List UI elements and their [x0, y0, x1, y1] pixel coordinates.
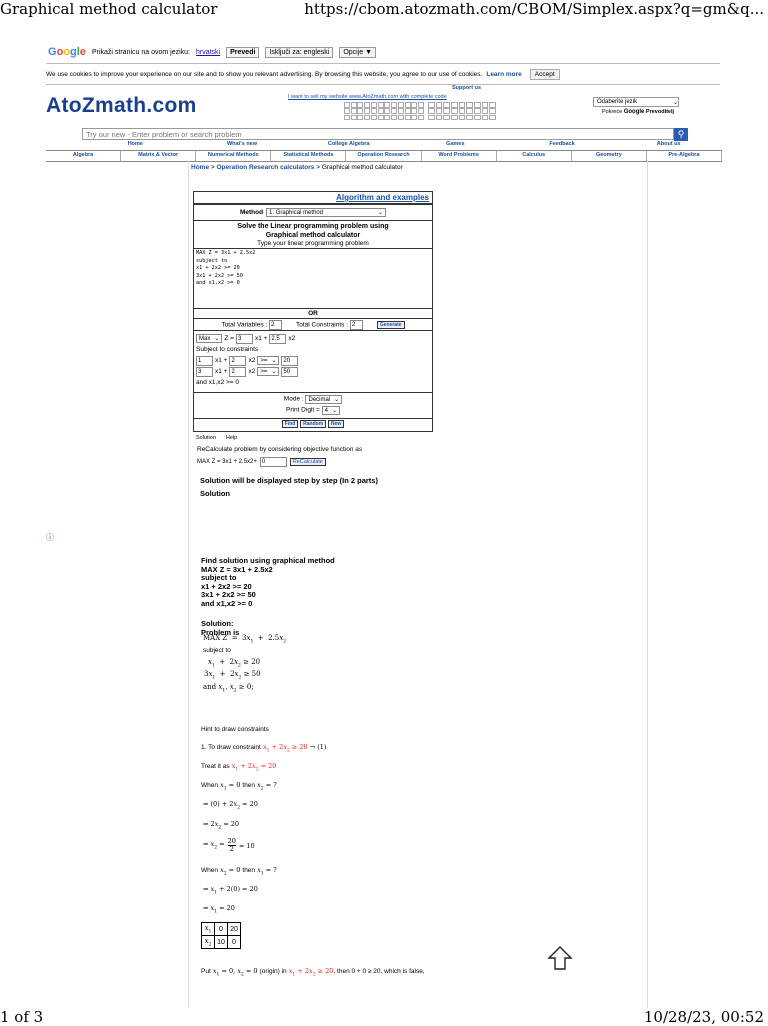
print-digit-select[interactable]: 4 ⌄ — [322, 406, 340, 415]
algorithm-examples-link[interactable]: Algorithm and examples — [194, 192, 432, 205]
constraint1-math: $x_1 + 2x_2 \ge 20$ — [208, 658, 261, 669]
when-x2-zero: When $x_2 = 0$ then $x_1$ = ? — [201, 866, 277, 877]
translate-button[interactable]: Prevedi — [226, 47, 259, 58]
support-link[interactable]: Support us — [452, 85, 482, 91]
objective-type-select[interactable]: Max ⌄ — [196, 334, 222, 343]
nav-games[interactable]: Games — [446, 141, 465, 147]
nav-calculus[interactable]: Calculus — [497, 151, 572, 161]
table-cell: $x_1$ — [202, 923, 215, 936]
step-eq4: ⇒ $x_1 + 2(0) = 20$ — [203, 885, 258, 896]
solution-heading: Solution — [200, 489, 230, 498]
solution-tabs — [196, 435, 237, 441]
total-constraints-label: Total Constraints : — [296, 321, 349, 329]
constraint2-coef-x2[interactable]: 2 — [229, 367, 246, 377]
print-page-title: Graphical method calculator — [0, 0, 218, 18]
objective-math: MAX $Z = 3x_1 + 2.5x_2$ — [203, 634, 287, 645]
size-row — [194, 319, 432, 331]
method-row — [194, 205, 432, 221]
chevron-down-icon: ⌄ — [378, 210, 384, 216]
total-variables-input[interactable]: 2 — [269, 320, 282, 330]
calculator-panel — [193, 191, 433, 432]
nonnegativity-label: and x1,x2 >= 0 — [196, 379, 240, 386]
sell-website-link[interactable]: I want to sell my website www.AtoZmath.com with complete code — [288, 94, 447, 100]
nav-college-algebra[interactable]: College Algebra — [327, 141, 370, 147]
chevron-down-icon: ⌄ — [271, 358, 277, 364]
nav-geometry[interactable]: Geometry — [572, 151, 647, 161]
constraint2-coef-x1[interactable]: 3 — [196, 367, 213, 377]
total-constraints-input[interactable]: 2 — [350, 320, 363, 330]
obj-coef-x1[interactable]: 3 — [236, 334, 253, 344]
origin-test: Put $x_1 = 0$, $x_2 = 0$ (origin) in $x_1 + 2x_2 \ge 20$, then 0 + 0 ≥ 20, which is false, — [201, 967, 425, 978]
nav-matrix-vector[interactable]: Matrix & Vector — [121, 151, 196, 161]
search-input[interactable]: Try our new - Enter problem or search problem — [82, 128, 674, 140]
nav-algebra[interactable]: Algebra — [46, 151, 121, 161]
tab-help[interactable]: Help — [225, 435, 238, 441]
coefficients-row: Max ⌄ Z = 3 x1 + 2.5 x2 Subject to constraints 1 x1 + 2 x2 >= ⌄ 20 3 x1 + 2 x2 >= ⌄ 50 and x1,x2 >= 0 — [194, 331, 432, 393]
google-logo: Google — [48, 46, 86, 58]
constraint2-rhs[interactable]: 50 — [281, 367, 298, 377]
chevron-down-icon: ⌄ — [214, 336, 220, 342]
find-button[interactable]: Find — [282, 420, 299, 428]
info-icon[interactable]: ⓘ — [46, 533, 54, 542]
calc-title-line1: Solve the Linear programming problem using — [237, 223, 389, 230]
constraint1-rhs[interactable]: 20 — [281, 356, 298, 366]
recalc-input[interactable]: 0 — [260, 457, 287, 467]
tab-solution[interactable]: Solution — [196, 435, 216, 441]
table-cell: 20 — [228, 923, 241, 936]
nav-home[interactable]: Home — [127, 141, 143, 147]
table-cell: 0 — [215, 923, 228, 936]
constraint1-operator-select[interactable]: >= ⌄ — [257, 356, 279, 365]
problem-heading: Find solution using graphical method — [201, 556, 335, 565]
nav-word-problems[interactable]: Word Problems — [422, 151, 497, 161]
constraint1-coef-x1[interactable]: 1 — [196, 356, 213, 366]
method-label: Method — [239, 209, 264, 216]
or-separator: OR — [194, 309, 432, 319]
chevron-down-icon: ⌄ — [334, 397, 340, 403]
nav-numerical-methods[interactable]: Numerical Methods — [196, 151, 271, 161]
site-logo[interactable]: AtoZmath.com — [46, 94, 197, 117]
cookie-text: We use cookies to improve your experience on our site and to show you relevant advertising. By browsing this website, you agree to our use of cookies. — [46, 70, 483, 78]
translate-bar — [48, 43, 720, 61]
search-button[interactable] — [674, 128, 688, 141]
nav-statistical-methods[interactable]: Statistical Methods — [271, 151, 346, 161]
table-row — [202, 936, 241, 949]
step-eq1: ⇒ $(0) + 2x_2 = 20$ — [203, 800, 258, 811]
search-icon: ⚲ — [677, 129, 685, 139]
nonneg-math: and $x_1$, $x_2 \ge 0$; — [203, 683, 254, 694]
table-cell: $x_2$ — [202, 936, 215, 949]
scroll-to-top-icon[interactable] — [547, 945, 573, 976]
calc-title-line2: Graphical method calculator — [265, 231, 361, 239]
treat-as-line: Treat it as $x_1 + 2x_2 = 20$ — [201, 762, 277, 773]
chevron-down-icon: ⌄ — [271, 369, 277, 375]
recalc-text: ReCalculate problem by considering objective function as — [197, 446, 363, 453]
when-x1-zero: When $x_1 = 0$ then $x_2$ = ? — [201, 781, 277, 792]
generate-button[interactable]: Generate — [377, 321, 405, 329]
powered-by-google: Pokreće Google Prevoditelj — [602, 109, 675, 115]
mode-select[interactable]: Decimal ⌄ — [305, 395, 342, 404]
translate-options-button[interactable]: Opcije ▼ — [339, 47, 376, 58]
recalc-row — [197, 457, 326, 467]
cookie-banner — [46, 63, 720, 85]
hint-title: Hint to draw constraints — [201, 726, 269, 733]
constraint2-operator-select[interactable]: >= ⌄ — [257, 367, 279, 376]
options-row — [194, 393, 432, 419]
math-keypad-secondary[interactable] — [428, 102, 496, 127]
step-eq2: ⇒ $2x_2 = 20$ — [203, 820, 240, 831]
translate-prompt: Prikaži stranicu na ovom jeziku: — [91, 48, 190, 56]
intercept-table — [201, 922, 241, 949]
step-eq5: ⇒ $x_1 = 20$ — [203, 904, 235, 915]
constraint1-coef-x2[interactable]: 2 — [229, 356, 246, 366]
breadcrumb-home[interactable]: Home — [191, 164, 210, 171]
problem-is-label: Problem is — [201, 627, 240, 637]
action-row — [194, 419, 432, 431]
table-cell: 10 — [215, 936, 228, 949]
math-keypad[interactable] — [344, 102, 424, 127]
random-button[interactable]: Random — [300, 420, 326, 428]
learn-more-link[interactable]: Learn more — [486, 70, 522, 78]
problem-textarea[interactable]: MAX Z = 3x1 + 2.5x2 subject to x1 + 2x2 >= 20 3x1 + 2x2 >= 50 and x1,x2 >= 0 — [194, 249, 432, 309]
language-select[interactable]: Odaberite jezik ⌄ — [593, 97, 679, 107]
turn-off-translate-button[interactable]: Isključi za: engleski — [265, 47, 333, 58]
recalculate-button[interactable]: ReCalculate — [290, 458, 326, 466]
constraint-row: 1 x1 + 2 x2 >= ⌄ 20 — [196, 355, 430, 366]
nav-whats-new[interactable]: What's new — [226, 141, 258, 147]
nav-about-us[interactable]: About us — [656, 141, 681, 147]
table-cell: 0 — [228, 936, 241, 949]
mode-label: Mode : — [283, 395, 304, 403]
breadcrumb-current: Graphical method calculator — [321, 164, 403, 171]
constraint2-math: $3x_1 + 2x_2 \ge 50$ — [204, 670, 261, 681]
constraint-row: 3 x1 + 2 x2 >= ⌄ 50 — [196, 366, 430, 377]
subject-to-label: Subject to constraints — [196, 346, 259, 353]
table-row — [202, 923, 241, 936]
language-link[interactable]: hrvatski — [196, 48, 221, 56]
calc-subtitle: Type your linear programming problem — [257, 240, 369, 247]
hint-step1: 1. To draw constraint $x_1 + 2x_2 \ge 20 \to (1)$ — [201, 743, 327, 754]
print-page-number: 1 of 3 — [0, 1008, 44, 1026]
subject-to-text: subject to — [203, 647, 231, 654]
title-row — [194, 221, 432, 249]
chevron-down-icon: ⌄ — [672, 99, 678, 106]
nav-pre-algebra[interactable]: Pre-Algebra — [647, 151, 722, 161]
method-select[interactable]: 1. Graphical method ⌄ — [266, 208, 386, 217]
print-timestamp: 10/28/23, 00:52 — [643, 1008, 764, 1026]
step-eq3: ⇒ $x_2$ = $\frac{20}{2}$ = 10 — [203, 837, 255, 853]
print-page-url: https://cbom.atozmath.com/CBOM/Simplex.aspx?q=gm&q... — [304, 0, 764, 18]
print-digit-label: Print Digit = — [286, 406, 320, 414]
solution-note: Solution will be displayed step by step (In 2 parts) — [200, 476, 378, 485]
chevron-down-icon: ⌄ — [331, 408, 337, 414]
nav-feedback[interactable]: Feedback — [549, 141, 575, 147]
solution-label: Solution: — [201, 619, 234, 628]
new-button[interactable]: New — [328, 420, 344, 428]
accept-cookies-button[interactable]: Accept — [530, 69, 560, 80]
total-variables-label: Total Variables : — [221, 321, 268, 329]
problem-statement: Find solution using graphical method MAX Z = 3x1 + 2.5x2 subject to x1 + 2x2 >= 20 3x1 + 2x2 >= 50 and x1,x2 >= 0 Solution: Problem is — [201, 556, 335, 637]
google-translate-link[interactable]: Prevoditelj — [645, 109, 675, 115]
recalc-expression: MAX Z = 3x1 + 2.5x2+ — [197, 459, 257, 465]
breadcrumb-section[interactable]: Operation Research calculators — [216, 164, 315, 171]
nav-operation-research[interactable]: Operation Research — [346, 151, 421, 161]
obj-coef-x2[interactable]: 2.5 — [269, 334, 286, 344]
breadcrumb: Home > Operation Research calculators > Graphical method calculator — [191, 164, 403, 171]
